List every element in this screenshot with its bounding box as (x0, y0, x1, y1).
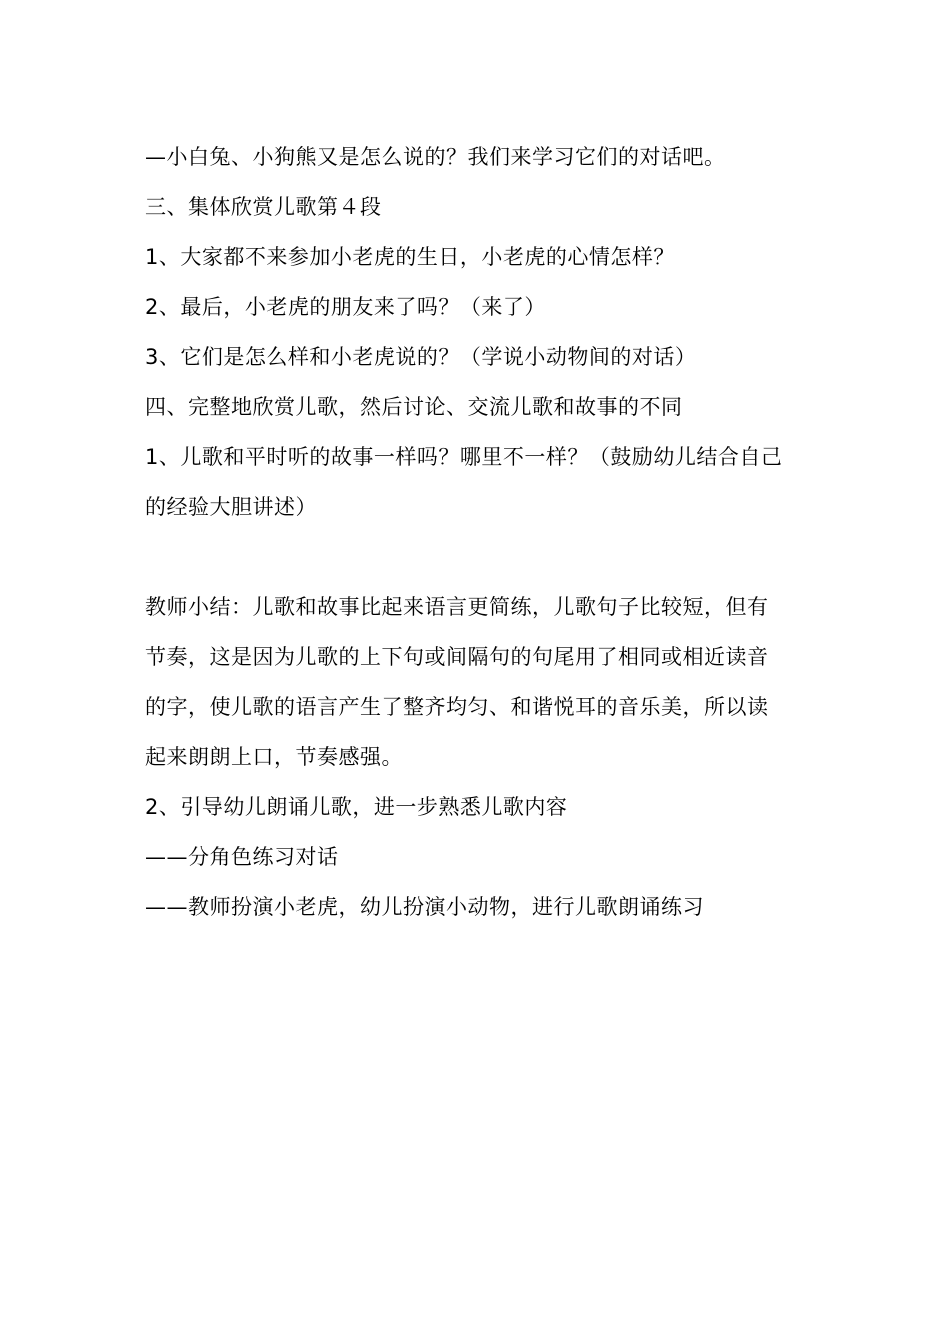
text-line: ——分角色练习对话 (145, 845, 339, 869)
section-heading: 四、完整地欣赏儿歌，然后讨论、交流儿歌和故事的不同 (145, 395, 683, 419)
text-line: 2、最后，小老虎的朋友来了吗？（来了） (145, 295, 546, 319)
document-body (145, 132, 810, 932)
text-line: 3、它们是怎么样和小老虎说的？（学说小动物间的对话） (145, 345, 697, 369)
text-line: —小白兔、小狗熊又是怎么说的？我们来学习它们的对话吧。 (145, 145, 726, 169)
text-line: 1、大家都不来参加小老虎的生日，小老虎的心情怎样？ (145, 245, 675, 269)
blank-line (145, 532, 810, 582)
summary-line: 教师小结：儿歌和故事比起来语言更简练，儿歌句子比较短，但有 (145, 595, 769, 619)
section-heading: 三、集体欣赏儿歌第４段 (145, 195, 382, 219)
text-line: 2、引导幼儿朗诵儿歌，进一步熟悉儿歌内容 (145, 795, 568, 819)
summary-line: 节奏，这是因为儿歌的上下句或间隔句的句尾用了相同或相近读音 (145, 645, 769, 669)
text-line: 1、儿歌和平时听的故事一样吗？哪里不一样？（鼓励幼儿结合自己 (145, 445, 783, 469)
summary-line: 起来朗朗上口，节奏感强。 (145, 745, 403, 769)
text-line: 的经验大胆讲述） (145, 495, 317, 519)
text-line: ——教师扮演小老虎，幼儿扮演小动物，进行儿歌朗诵练习 (145, 895, 704, 919)
summary-line: 的字，使儿歌的语言产生了整齐均匀、和谐悦耳的音乐美，所以读 (145, 695, 769, 719)
